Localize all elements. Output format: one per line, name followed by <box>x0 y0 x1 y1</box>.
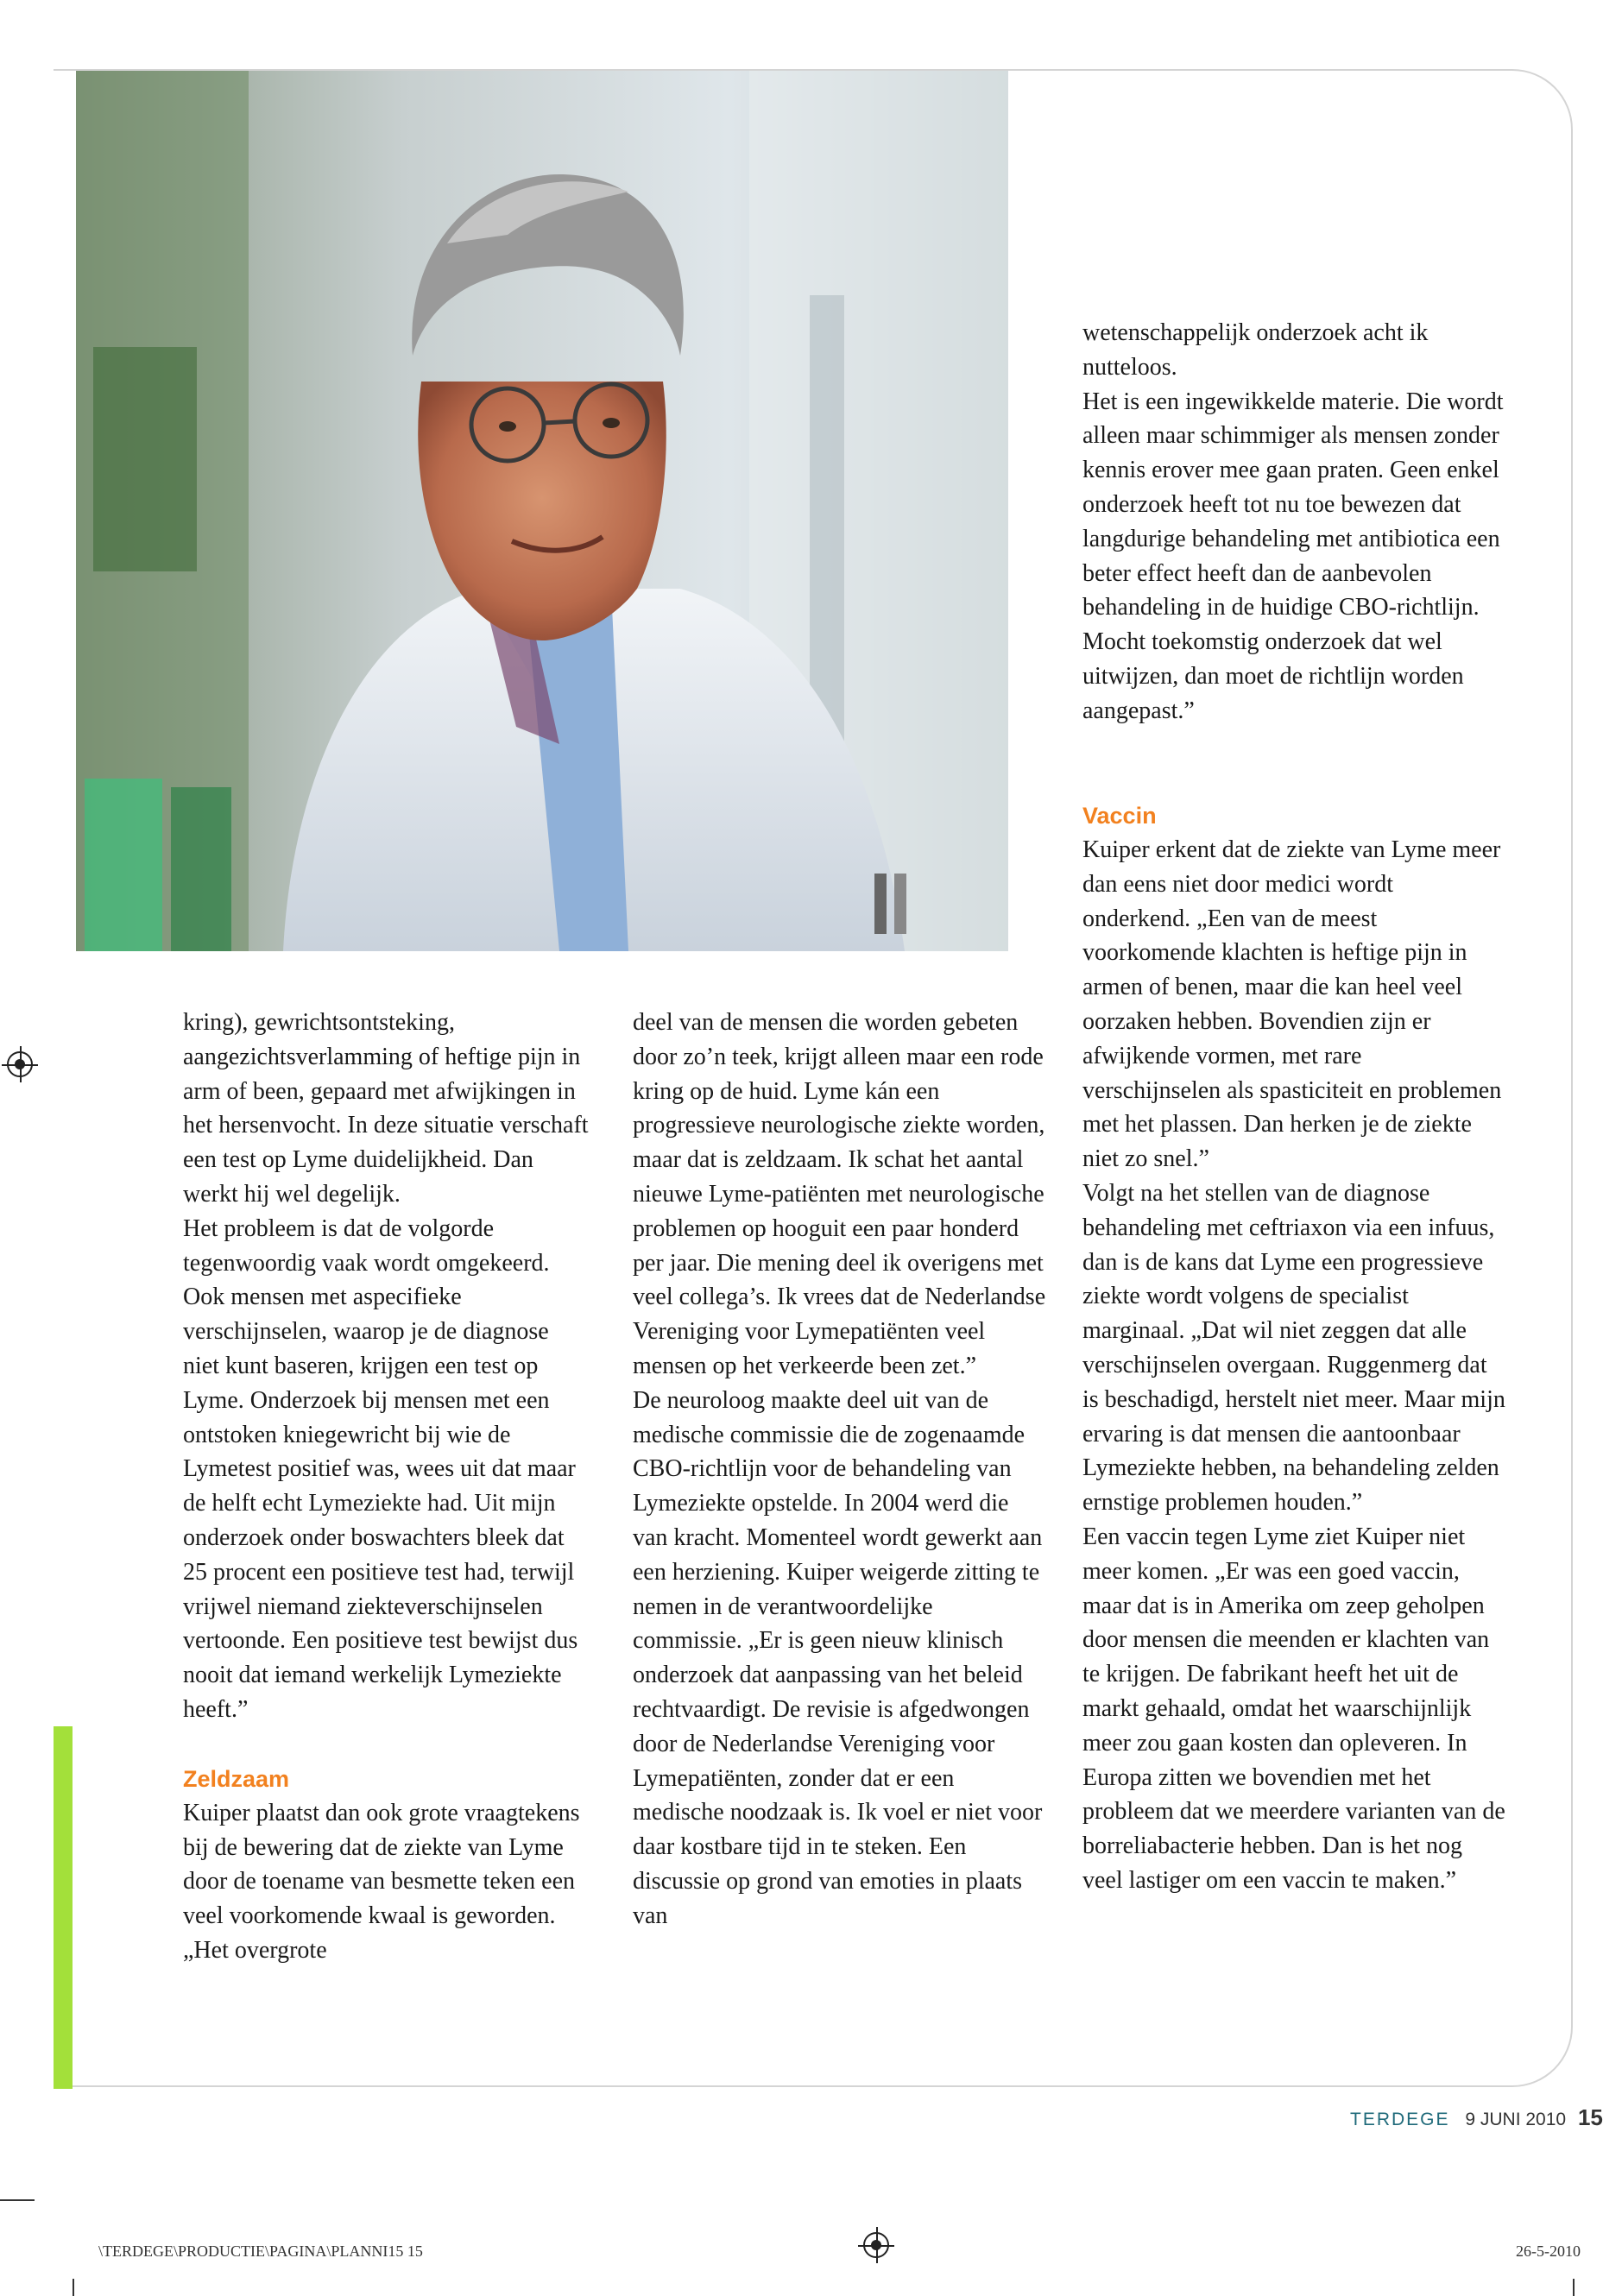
article-paragraph: Het probleem is dat de volgorde tegenwoordig vaak wordt omgekeerd. Ook mensen met aspecifieke verschijnselen, waarop je de diagnose niet kunt baseren, krijgen een test op Lyme. Onderzoek bij mensen met een ontstoken kniegewricht bij wie de Lymetest positief was, wees uit dat maar de helft echt Lymeziekte had. Uit mijn onderzoek onder boswachters bleek dat 25 procent een positieve test had, terwijl vrijwel niemand ziekteverschijnselen vertoonde. Een positieve test bewijst dus nooit dat iemand werkelijk Lymeziekte heeft.” <box>183 1214 578 1723</box>
article-paragraph: wetenschappelijk onderzoek acht ik nutteloos. <box>1082 319 1429 381</box>
crop-mark <box>73 2279 74 2296</box>
article-paragraph: De neuroloog maakte deel uit van de medische commissie die de zogenaamde CBO-richtlijn voor de behandeling van Lymeziekte opstelde. In 2004 werd die van kracht. Momenteel wordt gewerkt aan een herziening. Kuiper weigerde zitting te nemen in de verantwoordelijke commissie. „Er is geen nieuw klinisch onderzoek dat aanpassing van het beleid rechtvaardigt. De revisie is afgedwongen door de Nederlandse Vereniging voor Lymepatiënten, zonder dat er een medische noodzaak is. Ik voel er niet voor daar kostbare tijd in te steken. Een discussie op grond van emoties in plaats van <box>633 1386 1043 1929</box>
article-column-1 <box>183 1006 589 1968</box>
article-column-3-top <box>1082 316 1505 729</box>
article-paragraph: Een vaccin tegen Lyme ziet Kuiper niet meer komen. „Er was een goed vaccin, maar dat is in Amerika om zeep geholpen door mensen die meenden er klachten van te krijgen. De fabrikant heeft het uit de markt gehaald, omdat het waarschijnlijk meer zou gaan kosten dan opleveren. In Europa zitten we bovendien met het probleem dat we meerdere varianten van de borreliabacterie hebben. Dan is het nog veel lastiger om een vaccin te maken.” <box>1082 1523 1505 1894</box>
article-paragraph: Kuiper erkent dat de ziekte van Lyme meer dan eens niet door medici wordt onderkend. „Een van de meest voorkomende klachten is heftige pijn in armen of benen, maar die kan heel veel oorzaken hebben. Bovendien zijn er afwijkende vormen, met rare verschijnselen als spasticiteit en problemen met het plassen. Dan herken je de ziekte niet zo snel.” <box>1082 836 1502 1173</box>
article-paragraph: Kuiper plaatst dan ook grote vraagtekens bij de bewering dat de ziekte van Lyme door de toename van besmette teken een veel voorkomende kwaal is geworden. „Het overgrote <box>183 1799 580 1964</box>
section-heading-vaccin: Vaccin <box>1082 803 1157 829</box>
article-paragraph: kring), gewrichtsontsteking, aangezichtsverlamming of heftige pijn in arm of been, gepaard met afwijkingen in het hersenvocht. In deze situatie verschaft een test op Lyme duidelijkheid. Dan werkt hij wel degelijk. <box>183 1009 589 1208</box>
registration-mark-icon <box>863 2232 889 2258</box>
section-heading-zeldzaam: Zeldzaam <box>183 1765 290 1792</box>
slug-date: 26-5-2010 <box>1516 2242 1581 2260</box>
article-paragraph: Volgt na het stellen van de diagnose behandeling met ceftriaxon via een infuus, dan is de kans dat Lyme een progressieve ziekte wordt volgens de specialist marginaal. „Dat wil niet zeggen dat alle verschijnselen overgaan. Ruggenmerg dat is beschadigd, herstelt niet meer. Maar mijn ervaring is dat mensen die aantoonbaar Lymeziekte hebben, na behandeling zelden ernstige problemen houden.” <box>1082 1179 1505 1517</box>
slug-path: \TERDEGE\PRODUCTIE\PAGINA\PLANNI15 15 <box>98 2242 423 2260</box>
page-footer <box>1350 2104 1603 2131</box>
article-column-2 <box>633 1006 1047 1933</box>
article-paragraph: Het is een ingewikkelde materie. Die wordt alleen maar schimmiger als mensen zonder kennis erover mee gaan praten. Geen enkel onderzoek heeft tot nu toe bewezen dat langdurige behandeling met antibiotica een beter effect heeft dan de aanbevolen behandeling in de huidige CBO-richtlijn. Mocht toekomstig onderzoek dat wel uitwijzen, dan moet de richtlijn worden aangepast.” <box>1082 388 1504 724</box>
publication-name: TERDEGE <box>1350 2110 1450 2129</box>
issue-date: 9 JUNI 2010 <box>1465 2110 1567 2129</box>
crop-mark <box>0 2199 35 2201</box>
page-number: 15 <box>1577 2104 1603 2130</box>
article-paragraph: deel van de mensen die worden gebeten door zo’n teek, krijgt alleen maar een rode kring op de huid. Lyme kán een progressieve neurologische ziekte worden, maar dat is zeldzaam. Ik schat het aantal nieuwe Lyme-patiënten met neurologische problemen op hooguit een paar honderd per jaar. Die mening deel ik overigens met veel collega’s. Ik vrees dat de Nederlandse Vereniging voor Lymepatiënten veel mensen op het verkeerde been zet.” <box>633 1009 1046 1379</box>
crop-mark <box>1573 2279 1575 2296</box>
article-column-3 <box>1082 798 1505 1898</box>
accent-bar <box>54 1726 73 2089</box>
portrait-illustration <box>76 71 1008 951</box>
registration-mark-icon <box>7 1051 33 1077</box>
portrait-photo <box>76 71 1008 951</box>
